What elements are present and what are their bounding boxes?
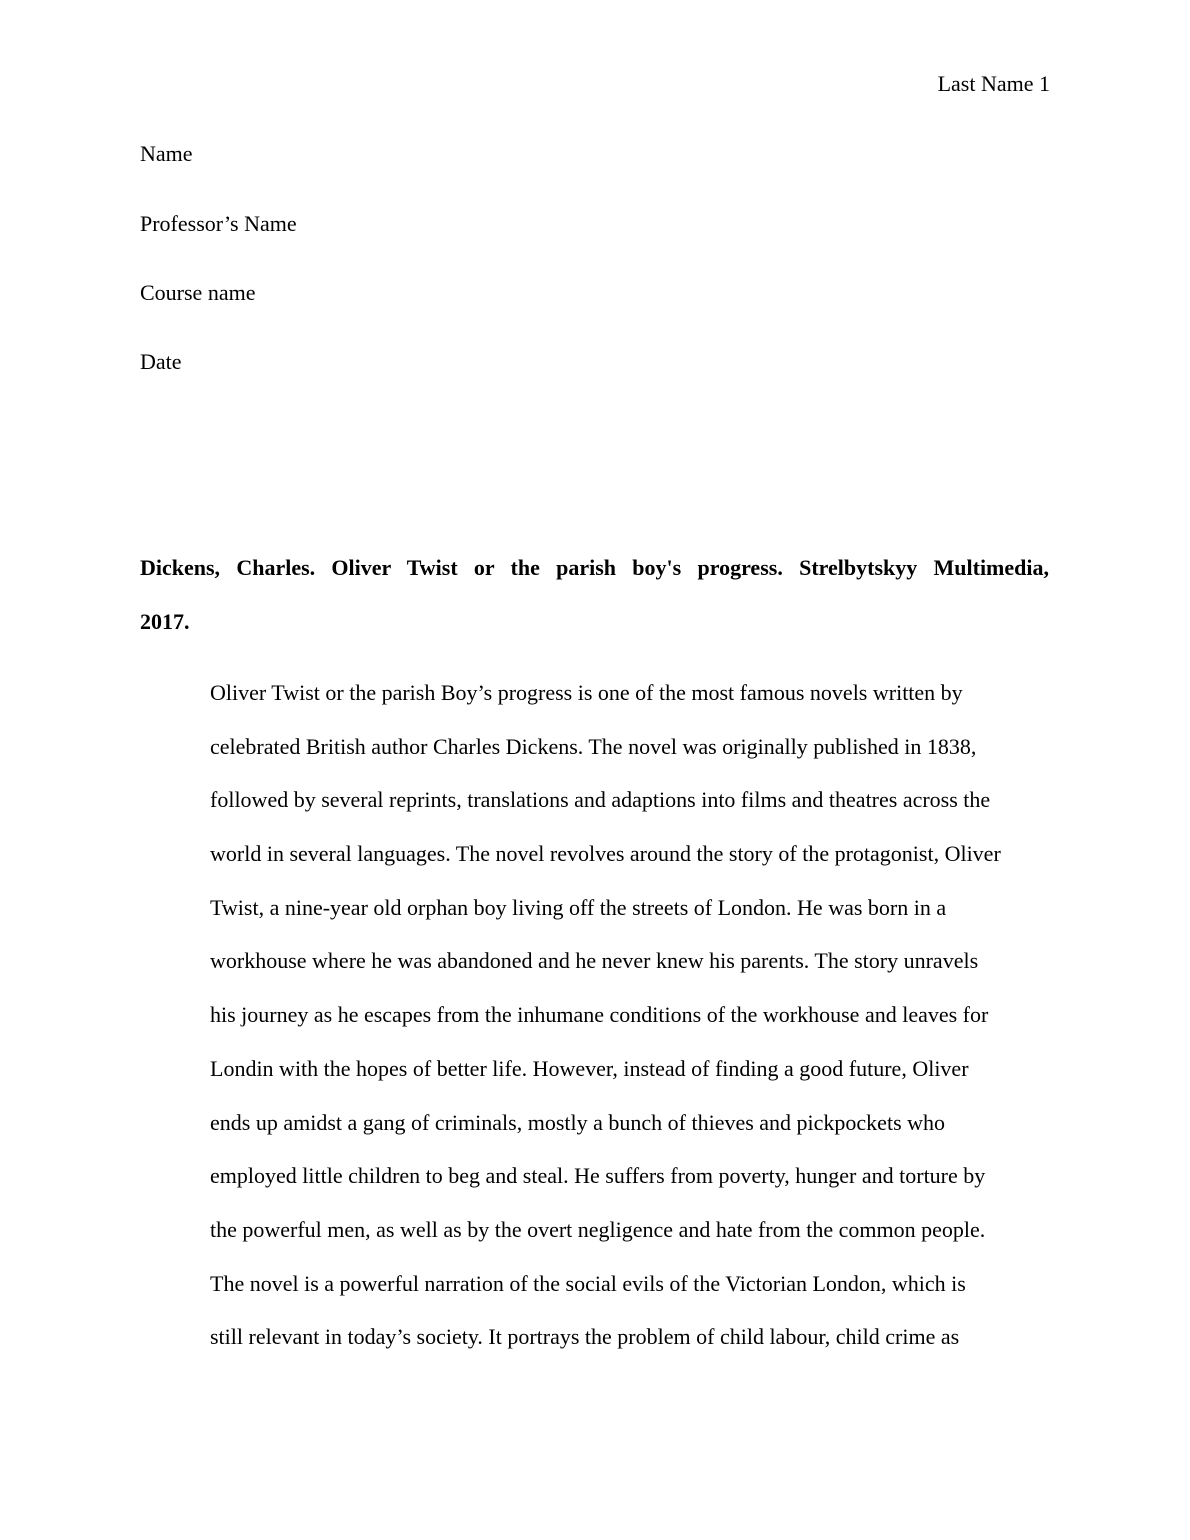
annotation-line: celebrated British author Charles Dickens. The novel was originally published in 1838, [210, 733, 977, 759]
annotation-line: Twist, a nine-year old orphan boy living off the streets of London. He was born in a [210, 894, 947, 920]
date: Date [140, 349, 182, 374]
annotation-line: still relevant in today’s society. It portrays the problem of child labour, child crime as [210, 1324, 960, 1350]
annotation-line: his journey as he escapes from the inhumane conditions of the workhouse and leaves for [210, 1002, 989, 1028]
annotation-line: workhouse where he was abandoned and he never knew his parents. The story unravels [210, 948, 979, 974]
professor-name: Professor’s Name [140, 211, 297, 236]
student-name: Name [140, 141, 193, 166]
annotation-line: world in several languages. The novel revolves around the story of the protagonist, Oliver [210, 841, 1001, 867]
page-header-label: Last Name 1 [937, 71, 1050, 96]
annotation-paragraph [210, 666, 1070, 1364]
citation-entry [140, 541, 1049, 648]
annotation-line: the powerful men, as well as by the overt negligence and hate from the common people. [210, 1216, 986, 1242]
annotation-line: Londin with the hopes of better life. However, instead of finding a good future, Oliver [210, 1055, 969, 1081]
annotation-line: Oliver Twist or the parish Boy’s progress is one of the most famous novels written by [210, 680, 963, 705]
annotation-line: ends up amidst a gang of criminals, mostly a bunch of thieves and pickpockets who [210, 1109, 946, 1135]
annotation-line: The novel is a powerful narration of the social evils of the Victorian London, which is [210, 1270, 966, 1296]
citation-line: 2017. [140, 608, 190, 634]
citation-line: Dickens, Charles. Oliver Twist or the parish boy's progress. Strelbytskyy Multimedia, [140, 555, 1049, 580]
annotation-line: followed by several reprints, translations and adaptions into films and theatres across the [210, 787, 991, 813]
annotation-line: employed little children to beg and steal. He suffers from poverty, hunger and torture by [210, 1163, 986, 1189]
course-name: Course name [140, 280, 256, 305]
